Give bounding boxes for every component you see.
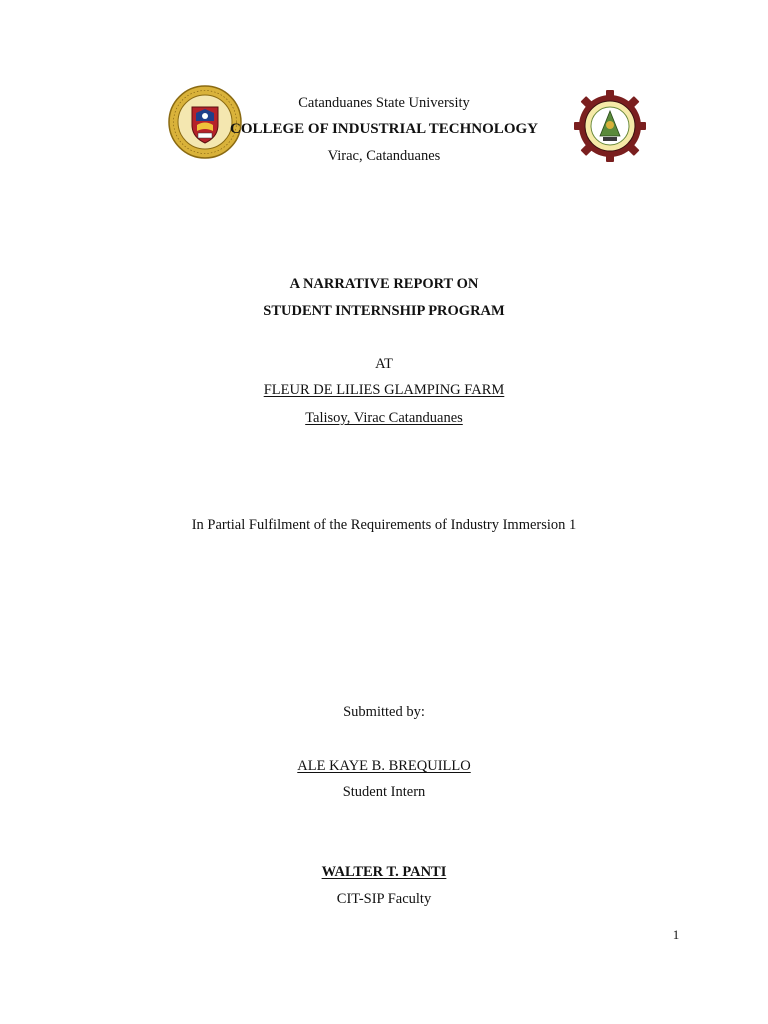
university-location: Virac, Catanduanes bbox=[327, 148, 441, 164]
report-title-line-1: A NARRATIVE REPORT ON bbox=[289, 276, 479, 292]
submitted-by-label: Submitted by: bbox=[343, 704, 425, 720]
university-name: Catanduanes State University bbox=[298, 95, 470, 111]
report-title-line-2: STUDENT INTERNSHIP PROGRAM bbox=[263, 303, 505, 319]
faculty-name: WALTER T. PANTI bbox=[321, 864, 447, 880]
student-name: ALE KAYE B. BREQUILLO bbox=[297, 758, 471, 774]
page-number: 1 bbox=[672, 927, 680, 942]
student-role: Student Intern bbox=[342, 784, 426, 800]
company-address: Talisoy, Virac Catanduanes bbox=[305, 410, 463, 426]
college-name: COLLEGE OF INDUSTRIAL TECHNOLOGY bbox=[230, 121, 538, 137]
company-name: FLEUR DE LILIES GLAMPING FARM bbox=[263, 382, 505, 398]
purpose-statement: In Partial Fulfilment of the Requirements of Industry Immersion 1 bbox=[191, 517, 577, 533]
venue-at: AT bbox=[375, 356, 393, 372]
faculty-role: CIT-SIP Faculty bbox=[336, 891, 432, 907]
